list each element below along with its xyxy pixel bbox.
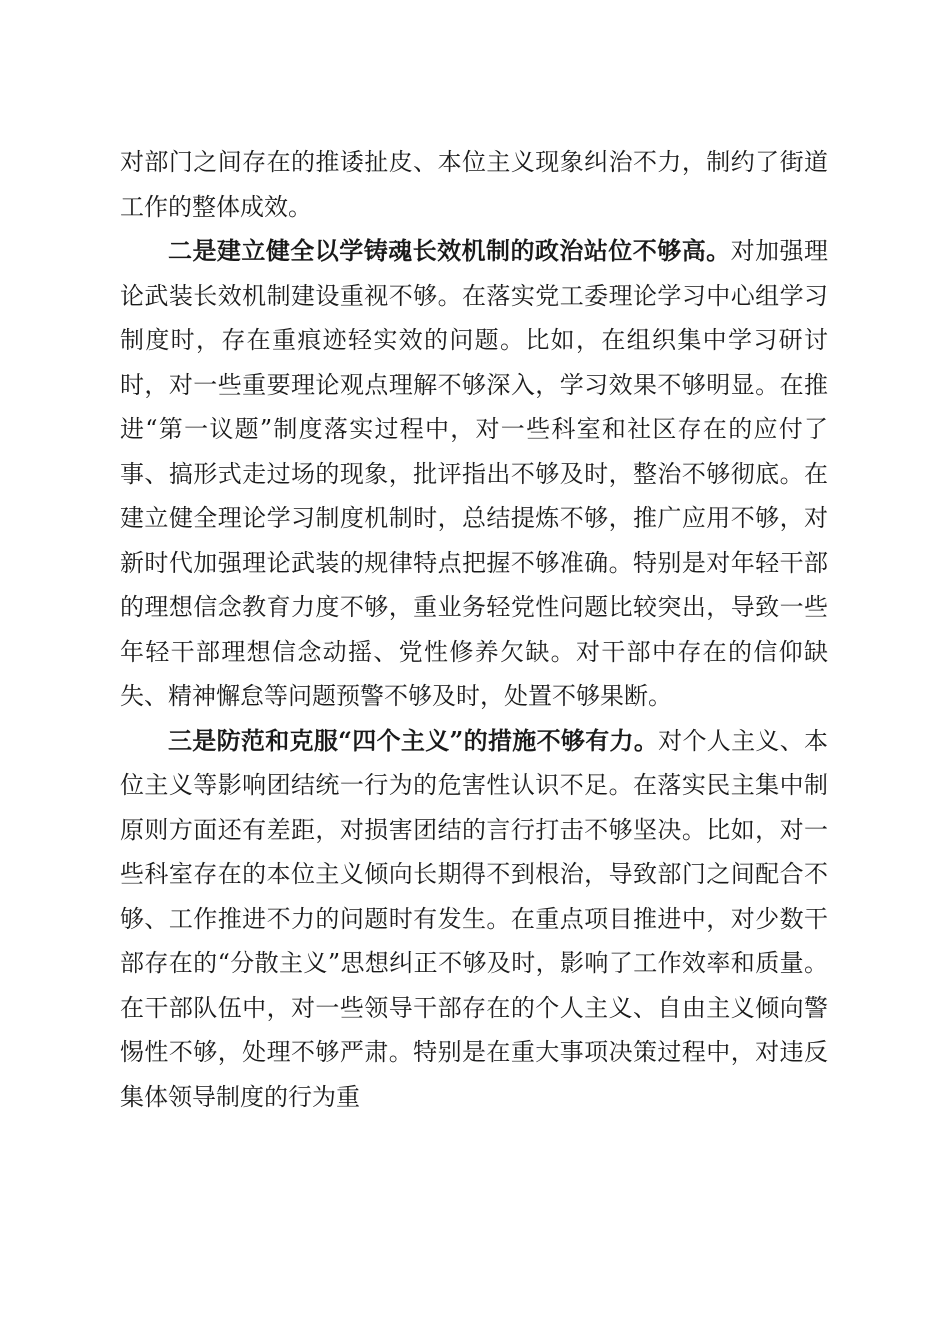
- paragraph-lead: 二是建立健全以学铸魂长效机制的政治站位不够高。: [168, 236, 731, 265]
- paragraph-lead: 三是防范和克服“四个主义”的措施不够有力。: [168, 725, 659, 755]
- paragraph-continuation: [120, 140, 828, 229]
- paragraph-body: 对部门之间存在的推诿扯皮、本位主义现象纠治不力，制约了街道工作的整体成效。: [120, 148, 828, 221]
- paragraph-body: 对加强理论武装长效机制建设重视不够。在落实党工委理论学习中心组学习制度时，存在重痕迹轻实效的问题。比如，在组织集中学习研讨时，对一些重要理论观点理解不够深入，学习效果不够明显。在推进“第一议题”制度落实过程中，对一些科室和社区存在的应付了事、搞形式走过场的现象，批评指出不够及时，整治不够彻底。在建立健全理论学习制度机制时，总结提炼不够，推广应用不够，对新时代加强理论武装的规律特点把握不够准确。特别是对年轻干部的理想信念教育力度不够，重业务轻党性问题比较突出，导致一些年轻干部理想信念动摇、党性修养欠缺。对干部中存在的信仰缺失、精神懈怠等问题预警不够及时，处置不够果断。: [120, 237, 829, 710]
- document-body: [120, 140, 828, 1119]
- paragraph-body: 对个人主义、本位主义等影响团结统一行为的危害性认识不足。在落实民主集中制原则方面还有差距，对损害团结的言行打击不够坚决。比如，对一些科室存在的本位主义倾向长期得不到根治，导致部门之间配合不够、工作推进不力的问题时有发生。在重点项目推进中，对少数干部存在的“分散主义”思想纠正不够及时，影响了工作效率和质量。在干部队伍中，对一些领导干部存在的个人主义、自由主义倾向警惕性不够，处理不够严肃。特别是在重大事项决策过程中，对违反集体领导制度的行为重: [120, 726, 829, 1111]
- paragraph-point-two: [120, 229, 828, 719]
- paragraph-point-three: [120, 719, 828, 1120]
